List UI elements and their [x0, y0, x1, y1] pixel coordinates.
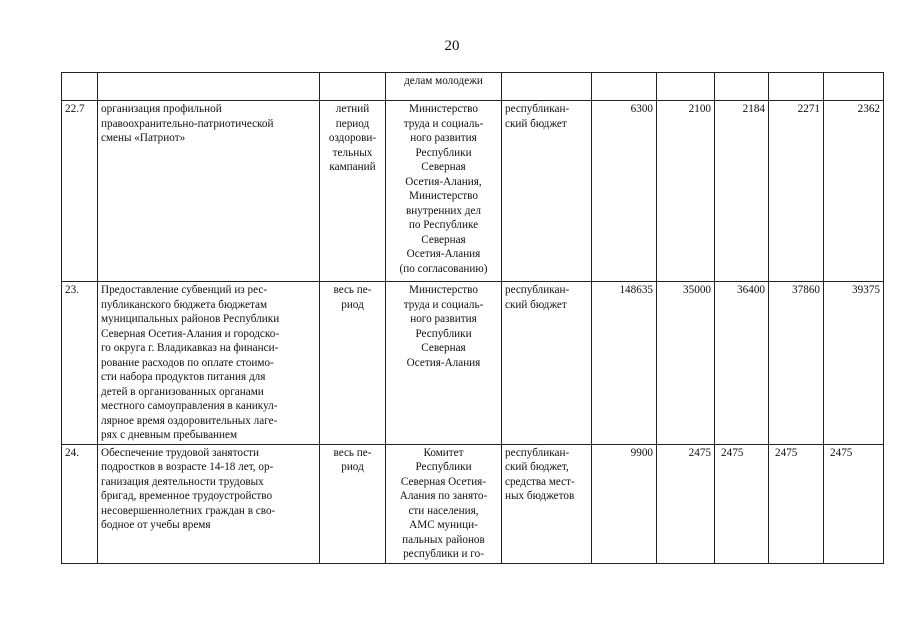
period-line: период — [335, 117, 370, 130]
name-line: организация профильной — [101, 103, 222, 115]
executor-line: Министерство — [409, 103, 478, 115]
year1-cell: 2475 — [657, 444, 715, 563]
year4-cell: 2362 — [824, 101, 884, 282]
num-cell: 23. — [62, 282, 98, 445]
period-line: оздорови- — [328, 132, 377, 144]
total-cell: 9900 — [592, 444, 657, 563]
executor-line: Республики — [415, 327, 472, 340]
executor-line: (по согласованию) — [399, 262, 488, 275]
year3-cell — [769, 73, 824, 101]
executor-line: внутренних дел — [405, 204, 482, 217]
year4-cell: 2475 — [824, 444, 884, 563]
period-line: летний — [335, 103, 370, 115]
num-cell: 22.7 — [62, 101, 98, 282]
executor-line: Осетия-Алания — [406, 248, 481, 260]
name-line: лярное время оздоровительных лаге- — [101, 414, 278, 427]
period-line: весь пе- — [333, 446, 372, 459]
source-cell — [502, 282, 592, 445]
total-cell: 148635 — [592, 282, 657, 445]
name-line: смены «Патриот» — [101, 132, 186, 144]
executor-line: Министерство — [409, 190, 478, 202]
source-line: республикан- — [505, 446, 570, 459]
executor-line: Осетия-Алания, — [405, 175, 482, 188]
table-row — [62, 282, 884, 445]
period-cell — [320, 101, 386, 282]
name-line: бригад, временное трудоустройство — [101, 490, 273, 502]
executor-line: Северная — [421, 342, 466, 354]
name-line: муниципальных районов Республики — [101, 313, 280, 325]
executor-line: Северная — [421, 233, 466, 246]
executor-cell — [386, 444, 502, 563]
source-cell — [502, 101, 592, 282]
total-cell: 6300 — [592, 101, 657, 282]
source-line: республикан- — [505, 284, 570, 296]
name-cell — [98, 282, 320, 445]
executor-line: труда и социаль- — [403, 117, 484, 130]
source-line: средства мест- — [505, 475, 575, 488]
name-line: правоохранительно-патриотической — [101, 117, 274, 130]
name-line: Северная Осетия-Алания и городско- — [101, 327, 280, 340]
year2-cell: 2475 — [715, 444, 769, 563]
name-line: подростков в возрасте 14-18 лет, ор- — [101, 461, 274, 473]
executor-line: делам молодежи — [404, 75, 483, 87]
num-cell: 24. — [62, 444, 98, 563]
period-line: риод — [341, 461, 364, 473]
table-row — [62, 101, 884, 282]
table-row — [62, 444, 884, 563]
executor-line: Комитет — [423, 446, 464, 459]
name-line: рях с дневным пребыванием — [101, 429, 238, 441]
executor-line: ного развития — [410, 132, 477, 144]
name-line: детей в организованных органами — [101, 385, 264, 398]
year1-cell: 35000 — [657, 282, 715, 445]
executor-line: Республики — [415, 461, 472, 473]
year2-cell: 36400 — [715, 282, 769, 445]
executor-line: Осетия-Алания — [406, 356, 481, 369]
source-cell — [502, 73, 592, 101]
source-line: ский бюджет — [505, 117, 567, 130]
period-line: риод — [341, 298, 364, 311]
name-line: Предоставление субвенций из рес- — [101, 284, 268, 296]
source-line: ных бюджетов — [505, 490, 575, 502]
period-cell — [320, 444, 386, 563]
source-cell — [502, 444, 592, 563]
table-row-continuation — [62, 73, 884, 101]
period-line: тельных — [332, 146, 373, 159]
year1-cell — [657, 73, 715, 101]
name-line: Обеспечение трудовой занятости — [101, 446, 260, 459]
name-line: ганизация деятельности трудовых — [101, 475, 264, 488]
executor-cell — [386, 282, 502, 445]
executor-line: Республики — [415, 146, 472, 159]
executor-line: Северная — [421, 161, 466, 173]
name-cell — [98, 101, 320, 282]
source-line: ский бюджет — [505, 298, 567, 311]
source-line: республикан- — [505, 103, 570, 115]
year3-cell: 2475 — [769, 444, 824, 563]
year4-cell — [824, 73, 884, 101]
year2-cell — [715, 73, 769, 101]
year2-cell: 2184 — [715, 101, 769, 282]
program-measures-table — [61, 72, 884, 564]
name-line: публиканского бюджета бюджетам — [101, 298, 268, 311]
executor-line: Алания по занято- — [399, 490, 488, 502]
year4-cell: 39375 — [824, 282, 884, 445]
executor-line: сти населения, — [408, 504, 479, 517]
source-line: ский бюджет, — [505, 461, 569, 473]
executor-line: АМС муници- — [409, 519, 478, 531]
name-line: бодное от учебы время — [101, 519, 211, 531]
name-cell — [98, 444, 320, 563]
executor-line: Северная Осетия- — [400, 475, 487, 488]
executor-line: труда и социаль- — [403, 298, 484, 311]
executor-line: республики и го- — [403, 548, 484, 560]
year3-cell: 37860 — [769, 282, 824, 445]
name-cell — [98, 73, 320, 101]
period-line: весь пе- — [333, 284, 372, 296]
executor-line: ного развития — [410, 313, 477, 325]
executor-line: по Республике — [408, 219, 479, 231]
name-line: сти набора продуктов питания для — [101, 371, 266, 383]
name-line: рование расходов по оплате стоимо- — [101, 356, 274, 369]
period-line: кампаний — [329, 161, 376, 173]
total-cell — [592, 73, 657, 101]
executor-line: пальных районов — [402, 533, 485, 546]
executor-cell — [386, 73, 502, 101]
executor-line: Министерство — [409, 284, 478, 296]
name-line: го округа г. Владикавказ на финанси- — [101, 342, 279, 354]
name-line: несовершеннолетних граждан в сво- — [101, 504, 276, 517]
year3-cell: 2271 — [769, 101, 824, 282]
period-cell — [320, 282, 386, 445]
num-cell — [62, 73, 98, 101]
page-number: 20 — [444, 38, 460, 54]
period-cell — [320, 73, 386, 101]
name-line: местного самоуправления в каникул- — [101, 400, 278, 412]
executor-cell — [386, 101, 502, 282]
year1-cell: 2100 — [657, 101, 715, 282]
